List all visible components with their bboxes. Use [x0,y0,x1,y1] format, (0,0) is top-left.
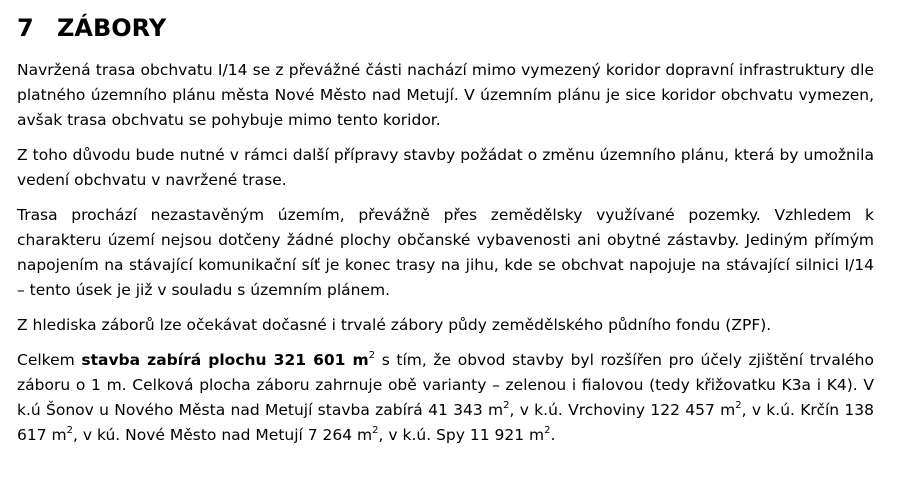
text-run: , v k.ú. Vrchoviny 122 457 m [509,401,736,419]
section-number: 7 [17,14,34,42]
paragraph-route-corridor: Navržená trasa obchvatu I/14 se z převážné části nachází mimo vymezený koridor dopravní infrastruktury dle platného územního plánu města Nové Město nad Metují. V územním plánu je sice koridor obchvatu vymezen, avšak trasa obchvatu se pohybuje mimo tento koridor. [17,61,874,129]
text-run: , v kú. Nové Město nad Metují 7 264 m [73,426,373,444]
superscript-2: 2 [372,424,379,436]
paragraph-route-territory: Trasa prochází nezastavěným územím, převážně přes zemědělsky využívané pozemky. Vzhledem k charakteru území nejsou dotčeny žádné plochy občanské vybavenosti ani obytné zástavby. Jediným přímým napojením na stávající komunikační síť je konec trasy na jihu, kde se obchvat napojuje na stávající silnici I/14 – tento úsek je již v souladu s územním plánem. [17,206,874,299]
paragraph-land-takes: Z hlediska záborů lze očekávat dočasné i trvalé zábory půdy zemědělského půdního fondu (ZPF). [17,316,772,334]
superscript-2: 2 [66,424,73,436]
text-run: Celkem [17,351,82,369]
superscript-2: 2 [544,424,551,436]
text-run: , v k.ú. Krčín 138 617 m [17,401,874,444]
section-title: ZÁBORY [57,14,167,42]
superscript-2: 2 [368,349,376,361]
total-area-bold: stavba zabírá plochu 321 601 m [81,351,369,369]
paragraph-total-area [17,348,874,448]
text-run: , v k.ú. Spy 11 921 m [378,426,545,444]
section-heading [17,8,874,48]
document-page [17,8,874,458]
text-run: . [550,426,556,444]
paragraph-zoning-change: Z toho důvodu bude nutné v rámci další přípravy stavby požádat o změnu územního plánu, která by umožnila vedení obchvatu v navržené trase. [17,146,874,189]
superscript-2: 2 [503,399,510,411]
superscript-2: 2 [735,399,742,411]
text-run: s tím, že obvod stavby byl rozšířen pro účely zjištění trvalého záboru o 1 m. Celková plocha záboru zahrnuje obě varianty – zelenou i fialovou (tedy křižovatku K3a i K4). V k.ú Šonov u Nového Města nad Metují stavba zabírá 41 343 m [17,351,874,419]
